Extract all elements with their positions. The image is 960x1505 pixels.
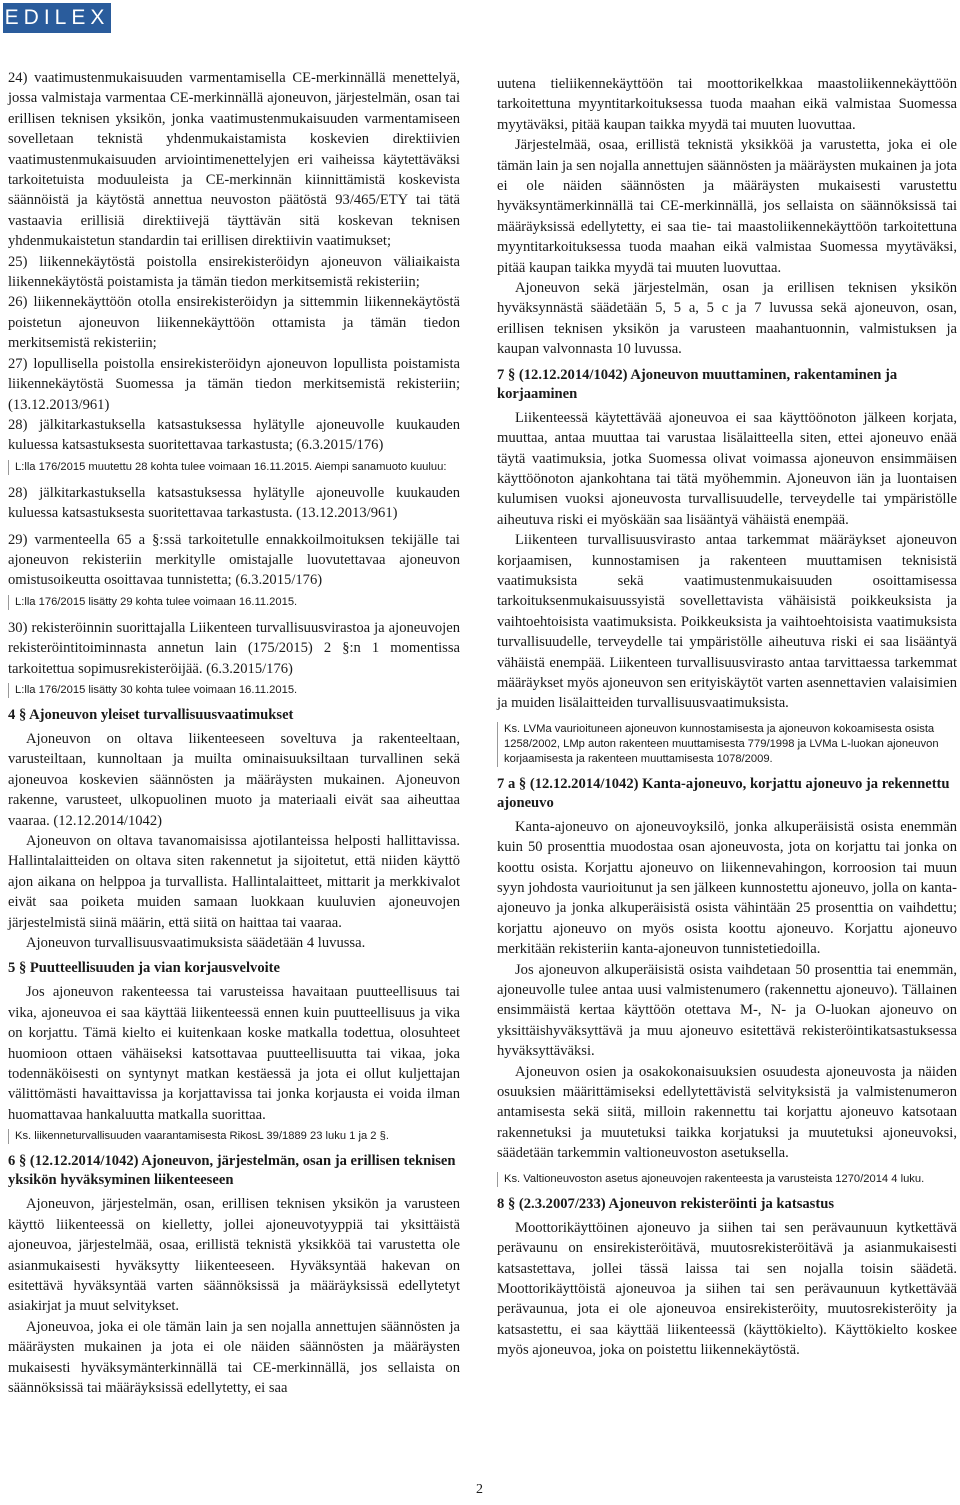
section-6-paragraph: Ajoneuvon sekä järjestelmän, osan ja erillisen teknisen yksikön hyväksynnästä säädetään 5, 5 a, 5 c ja 7 luvussa sekä ajoneuvon, osan, erillisen teknisen yksikön ja varusteen maahantuonnin, valmistuksen ja kaupan valvonnasta 10 luvussa. [497, 280, 957, 358]
reference-note: Ks. Valtioneuvoston asetus ajoneuvojen rakenteesta ja varusteista 1270/2014 4 luku. [497, 1172, 957, 1187]
section-6-paragraph: Järjestelmää, osaa, erillistä teknistä yksikköä ja varustetta, joka ei ole tämän lain ja sen nojalla annettujen säännösten ja määräysten mukainen ja jota ei ole näiden säännösten ja määräysten mukaisesti varustettu hyväksyntämerkinnällä tai CE-merkinnällä, jos sellaista on säännöksissä tai määräyksissä edellytetty, ei saa tie- tai maastoliikennekäyttöön tarkoitettuna myyntitarkoituksessa tuoda maahan eikä valmistaa Suomessa myytäväksi, pitää kaupan taikka myydä tai muuten luovuttaa. [497, 137, 957, 276]
item-28-old: 28) jälkitarkastuksella katsastuksessa hylätylle ajoneuvolle kuukauden kuluessa katsastuksesta suoritettavaa tarkastusta. (13.12.2013/961) [8, 484, 460, 522]
section-5-heading: 5 § Puutteellisuuden ja vian korjausvelvoite [8, 960, 281, 977]
amendment-note: L:lla 176/2015 muutettu 28 kohta tulee voimaan 16.11.2015. Aiempi sanamuoto kuuluu: [8, 460, 460, 475]
page-number: 2 [476, 1482, 483, 1497]
section-7a-paragraph: Kanta-ajoneuvo on ajoneuvoyksilö, jonka alkuperäisistä osista enemmän kuin 50 prosenttia muodostaa osan ajoneuvosta, jota on korjattu tai jonka on koottu osista. Korjattu ajoneuvo on liikennevahingon, korroosion tai muun syyn johdosta vaurioitunut ja sen jälkeen kunnostettu ajoneuvo, jolla on kanta-ajoneuvo ja jonka alkuperäisistä osista vähintään 25 prosenttia on vaihdettu; korjattu ajoneuvo on myös osista koottu ajoneuvo. Korjattu ajoneuvo merkitään rekisteriin kanta-ajoneuvon tunnistetiedoilla. [497, 818, 957, 958]
left-column [8, 68, 460, 1398]
logo-text: EDILEX [4, 6, 110, 29]
item-29: 29) varmenteella 65 a §:ssä tarkoitetulle ennakkoilmoituksen tekijälle tai ajoneuvon rekisteriin merkitylle omistajalle luovutettavaa ajoneuvon omistusoikeutta osoittavaa tunnistetta; (6.3.2015/176) [8, 531, 460, 589]
section-7a-paragraph: Jos ajoneuvon alkuperäisistä osista vaihdetaan 50 prosenttia tai enemmän, ajoneuvolle tulee antaa uusi valmistenumero (rakennettu ajoneuvo). Tällainen ensimmäistä kertaa käyttöön otettava M-, N- ja O-luokan ajoneuvo on yksittäishyväksyttävä ja muu ajoneuvo esitettävä rekisteröintikatsastuksessa hyväksyttäväksi. [497, 961, 957, 1060]
section-4-paragraph: Ajoneuvon on oltava tavanomaisissa ajotilanteissa helposti hallittavissa. Hallintalaitteiden on oltava siten rakennetut ja sijoitetut, että niiden käyttö ajon aikana on helppoa ja turvallista. Hallintalaitteet, mittarit ja merkkivalot eivät saa poiketa muiden samaan luokkaan kuuluvien ajoneuvojen järjestelmistä siinä määrin, että siitä on haittaa tai vaaraa. [8, 833, 460, 931]
item-24: 24) vaatimustenmukaisuuden varmentamisella CE-merkinnällä menettelyä, jossa valmistaja varmentaa CE-merkinnällä ajoneuvon, järjestelmän, osan tai erillisen teknisen yksikön, jonka vaatimustenmukaisuuden varmentamiseen sovelletaan teknistä yhdenmukaistamista koskevien direktiivien vaatimustenmukaisuuden arviointimenettelyjen eri vaiheissa käytettäväksi tarkoitetuista moduuleista ja CE-merkinnän kiinnittämistä koskevista säännöistä ja käytöstä annettua neuvoston päätöstä 93/465/ETY tai tätä vastaavia erillisiä direktiivejä täyttävän sitä koskevan teknisen yhdenmukaistetun standardin tai erillisen direktiivin vaatimukset; [8, 70, 460, 250]
amendment-note: L:lla 176/2015 lisätty 29 kohta tulee voimaan 16.11.2015. [8, 595, 460, 610]
section-4-paragraph: Ajoneuvon on oltava liikenteeseen soveltuva ja rakenteeltaan, varusteiltaan, kunnoltaan ja muilta ominaisuuksiltaan turvallinen sekä ajoneuvoa koskevien säännösten ja määräysten mukainen. Ajoneuvon rakenne, varusteet, ulkopuolinen muoto ja materiaali eivät saa aiheuttaa vaaraa. (12.12.2014/1042) [8, 730, 460, 829]
section-6-paragraph: Ajoneuvoa, joka ei ole tämän lain ja sen nojalla annettujen säännösten ja määräysten mukainen ja jota ei ole näiden säännösten ja määräysten mukaisesti hyväksymänterkinnällä tai CE-merkinnällä, jos sellaista on säännöksissä tai määräyksissä edellytetty, ei saa [8, 1318, 460, 1396]
reference-note: Ks. LVMa vaurioituneen ajoneuvon kunnostamisesta ja ajoneuvon kokoamisesta osista 1258/2002, LMp auton rakenteen muuttamisesta 779/1998 ja LVMa L-luokan ajoneuvon korjaamisesta ja rakenteen muuttamisesta 1078/2009. [497, 722, 957, 767]
item-26: 26) liikennekäyttöön otolla ensirekisteröidyn ja sittemmin liikennekäytöstä poistetun ajoneuvon liikennekäyttöön ottamista ja tämän tiedon merkitsemistä rekisteriin; [8, 294, 460, 352]
item-30: 30) rekisteröinnin suorittajalla Liikenteen turvallisuusvirastoa ja ajoneuvojen rekisteröintitoiminnasta annetun lain (175/2015) 2 §:n 1 momentissa tarkoitettua sopimusrekisteröijää. (6.3.2015/176) [8, 619, 460, 677]
section-6-paragraph: Ajoneuvon, järjestelmän, osan, erillisen teknisen yksikön ja varusteen käyttö liikenteessä on kielletty, jollei ajoneuvotyyppiä tai yksittäistä ajoneuvoa, järjestelmää, osaa, erillistä teknistä yksikköä tai varustetta ole asianmukaisesti hyväksytty liikenteeseen. Hyväksyntää hakevan on esitettävä hyväksyntää varten säännöksissä ja määräyksissä edellytetyt asiakirjat ja muut selvitykset. [8, 1196, 460, 1315]
edilex-logo [3, 3, 111, 33]
item-27: 27) lopullisella poistolla ensirekisteröidyn ajoneuvon lopullista poistamista liikennekäytöstä Suomessa ja tämän tiedon merkitsemistä rekisteriin; (13.12.2013/961) [8, 355, 460, 413]
section-8-paragraph: Moottorikäyttöinen ajoneuvo ja siihen tai sen perävaunuun kytkettävä perävaunu on ensirekisteröitävä, muutosrekisteröitävä ja asianmukaisesti katsastettava, jollei tässä laissa tai sen nojalla toisin säädetä. Moottorikäyttöistä ajoneuvoa ja siihen tai sen perävaunuun kytkettävää perävaunua, jota ei ole ajoneuvoa ensirekisteröity, muutosrekisteröity ja katsastettu, ei saa käyttää liikenteessä (käyttökielto). Käyttökielto koskee myös ajoneuvoa, joka on poistettu liikennekäytöstä. [497, 1219, 957, 1359]
section-4-heading: 4 § Ajoneuvon yleiset turvallisuusvaatimukset [8, 706, 294, 723]
right-column [497, 74, 957, 1361]
item-25: 25) liikennekäytöstä poistolla ensirekisteröidyn ajoneuvon väliaikaista liikennekäytöstä poistamista ja tämän tiedon merkitsemistä rekisteriin; [8, 253, 460, 291]
reference-note: Ks. liikenneturvallisuuden vaarantamisesta RikosL 39/1889 23 luku 1 ja 2 §. [8, 1129, 460, 1144]
section-8-heading: 8 § (2.3.2007/233) Ajoneuvon rekisteröinti ja katsastus [497, 1195, 835, 1212]
section-7a-paragraph: Ajoneuvon osien ja osakokonaisuuksien osuudesta ajoneuvosta ja näiden osuuksien määrittämiseksi edellytettävistä selvityksistä ja valmistenumeron antamisesta sekä siitä, milloin rakennettu tai korjattu ajoneuvo katsotaan rakennetuksi ja muutetuksi taikka korjatuksi ja muutetuksi ajoneuvoksi, säädetään tarkemmin valtioneuvoston asetuksella. [497, 1063, 957, 1162]
section-5-paragraph: Jos ajoneuvon rakenteessa tai varusteissa havaitaan puutteellisuus tai vika, ajoneuvoa ei saa käyttää liikenteessä ennen kuin puutteellisuus ja vika on korjattu. Tämä kielto ei kuitenkaan koske matkalla todettua, olosuhteet huomioon ottaen vähäiseksi katsottavaa puutteellisuutta tai vikaa, joka todennäköisesti on syntynyt matkan kestäessä ja jota ei ollut kuljettajan välittömästi havaittavissa ja korjattavissa tai jonka korjausta ei voida ilman huomattavaa hankaluutta matkalla suorittaa. [8, 984, 460, 1123]
section-7-heading: 7 § (12.12.2014/1042) Ajoneuvon muuttaminen, rakentaminen ja korjaaminen [497, 366, 898, 402]
section-7a-heading: 7 a § (12.12.2014/1042) Kanta-ajoneuvo, korjattu ajoneuvo ja rekennettu ajoneuvo [497, 775, 950, 811]
section-7-paragraph: Liikenteessä käytettävää ajoneuvoa ei saa käyttöönoton jälkeen korjata, muuttaa, antaa muuttaa tai varustaa lisälaitteella siten, ettei ajoneuvo enää täytä vaatimuksia, jotka Suomessa olivat voimassa ajoneuvon ensimmäisen käyttöönoton ajankohtana tai tätä myöhemmin. Ajoneuvon iän ja luontaisen kulumisen vuoksi ajoneuvosta turvallisuudelle, terveydelle tai ympäristölle aiheutuva riski ei myöskään saa lisääntyä vähäistä enempää. [497, 409, 957, 528]
item-28: 28) jälkitarkastuksella katsastuksessa hylätylle ajoneuvolle kuukauden kuluessa katsastuksesta suoritettavaa tarkastusta; (6.3.2015/176) [8, 416, 460, 454]
section-4-paragraph: Ajoneuvon turvallisuusvaatimuksista säädetään 4 luvussa. [26, 935, 366, 952]
section-6-heading: 6 § (12.12.2014/1042) Ajoneuvon, järjestelmän, osan ja erillisen teknisen yksikön hyväksyminen liikenteeseen [8, 1153, 456, 1189]
amendment-note: L:lla 176/2015 lisätty 30 kohta tulee voimaan 16.11.2015. [8, 683, 460, 698]
section-7-paragraph: Liikenteen turvallisuusvirasto antaa tarkemmat määräykset ajoneuvon korjaamisen, kunnostamisen ja rakenteen muuttamisen teknisistä vaatimuksista sekä vaatimustenmukaisuuden osoittamisessa tarkoituksenmukaisuussyistä sovellettavista vähäisistä poikkeuksista ja vaihtoehtoisista vaatimuksista. Poikkeuksista ja vaihtoehtoisista vaatimuksista turvallisuudelle, terveydelle tai ympäristölle aiheutuva riski ei saa lisääntyä vähäistä enempää. Liikenteen turvallisuusvirasto antaa tarvittaessa tarkemmat määräykset myös ajoneuvon sen erityiskäytöt varten asennettavien valaisimien ja muiden lisälaitteiden turvallisuusvaatimuksista. [497, 532, 957, 712]
section-6-continuation: uutena tieliikennekäyttöön tai moottorikelkkaa maastoliikennekäyttöön tarkoitettuna myyntitarkoituksessa tuoda maahan eikä valmistaa Suomessa myytäväksi, pitää kaupan taikka myydä tai muuten luovuttaa. [497, 76, 957, 133]
